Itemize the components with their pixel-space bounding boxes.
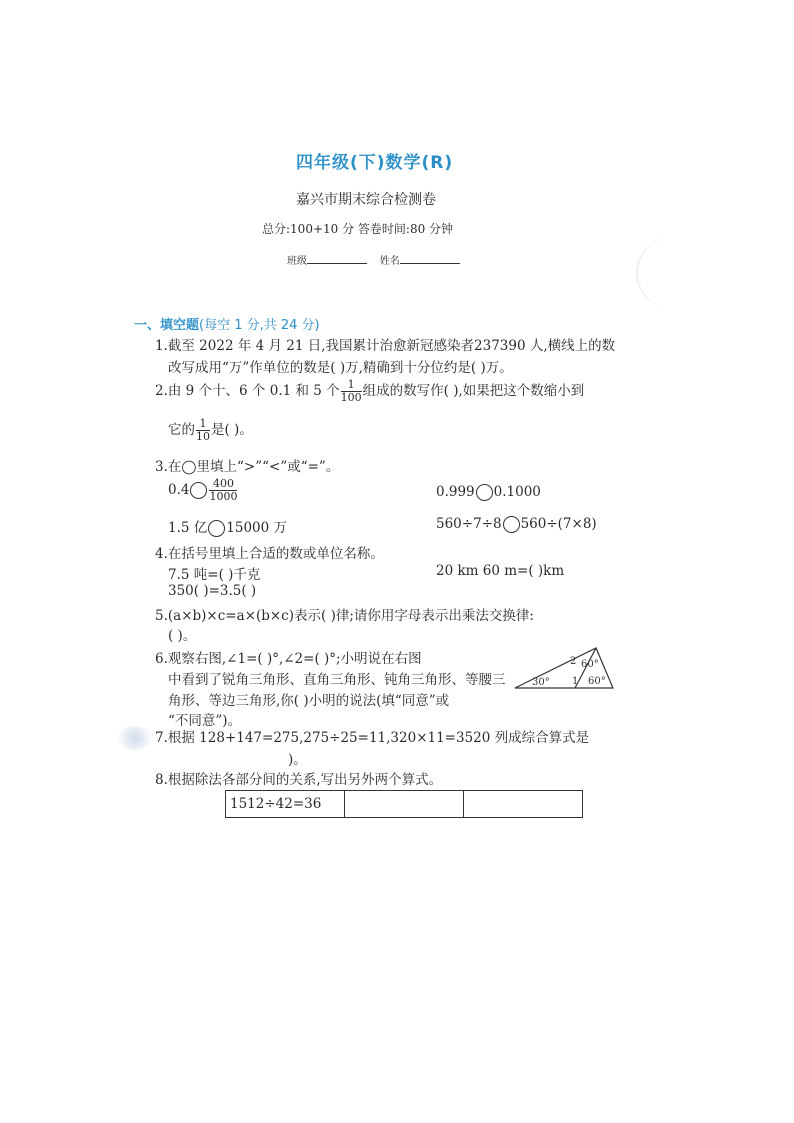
class-field xyxy=(287,252,460,267)
name-label: 姓名 xyxy=(379,256,400,267)
q3-stem: 3.在◯里填上“>”“<”或“=”。 xyxy=(155,459,340,475)
q8-stem: 8.根据除法各部分间的关系,写出另外两个算式。 xyxy=(155,772,443,788)
q7-line2: )。 xyxy=(288,752,307,768)
page-title: 四年级(下)数学(R) xyxy=(296,153,454,173)
q2-frac-den: 100 xyxy=(340,391,362,404)
q3-c-left: 1.5 亿 xyxy=(168,520,208,536)
q3-a-fraction xyxy=(209,478,237,503)
angle-30-label: 30° xyxy=(532,677,550,688)
exam-name: 嘉兴市期末综合检测卷 xyxy=(296,192,436,208)
q5-line1: 5.(a×b)×c=a×(b×c)表示( )律;请你用字母表示出乘法交换律: xyxy=(155,608,534,624)
compare-circle[interactable] xyxy=(208,520,225,537)
q5-line2: ( )。 xyxy=(168,628,197,644)
q3-b-left: 0.999 xyxy=(436,484,475,500)
q8-table xyxy=(225,790,583,818)
name-blank xyxy=(400,253,460,264)
q3-b-right: 0.1000 xyxy=(493,484,541,500)
q3-item-c xyxy=(168,516,287,537)
section-heading xyxy=(134,314,320,333)
q1-line2: 改写成用“万”作单位的数是( )万,精确到十分位约是( )万。 xyxy=(168,360,513,376)
q2-fraction xyxy=(341,379,362,404)
q2-line2 xyxy=(168,418,253,443)
q2-text-d: 是( )。 xyxy=(211,422,253,438)
q2-fraction-2 xyxy=(196,418,210,443)
score-time: 总分:100+10 分 答卷时间:80 分钟 xyxy=(262,222,454,236)
q4-item-b: 20 km 60 m=( )km xyxy=(436,563,565,579)
q6-line1: 6.观察右图,∠1=( )°,∠2=( )°;小明说在右图 xyxy=(155,651,422,667)
q2-frac-num: 1 xyxy=(341,379,362,392)
q8-cell-answer-2[interactable] xyxy=(464,791,583,818)
q3-item-d xyxy=(436,516,597,533)
page-edge-mark xyxy=(636,238,678,308)
q8-cell-answer-1[interactable] xyxy=(345,791,464,818)
q3-d-right: 560÷(7×8) xyxy=(520,516,597,532)
table-row xyxy=(226,791,583,818)
q8-cell-given: 1512÷42=36 xyxy=(226,791,345,818)
q2-text-a: 2.由 9 个十、6 个 0.1 和 5 个 xyxy=(155,383,340,399)
angle-1-label: 1 xyxy=(572,676,579,687)
q3-c-right: 15000 万 xyxy=(226,520,288,536)
q4-item-c: 350( )=3.5( ) xyxy=(168,583,257,599)
q2-frac2-num: 1 xyxy=(196,418,210,431)
q3-a-num: 400 xyxy=(209,478,237,491)
q3-item-a xyxy=(168,478,238,503)
q3-d-left: 560÷7÷8 xyxy=(436,516,502,532)
section-title: 一、填空题 xyxy=(134,318,200,333)
compare-circle[interactable] xyxy=(476,484,493,501)
compare-circle[interactable] xyxy=(503,516,520,533)
q4-stem: 4.在括号里填上合适的数或单位名称。 xyxy=(155,546,384,562)
q3-a-left: 0.4 xyxy=(168,482,190,498)
scan-stain xyxy=(118,726,152,750)
compare-circle[interactable] xyxy=(190,482,207,499)
q2-line1 xyxy=(155,379,584,404)
angle-60-top-label: 60° xyxy=(581,659,599,670)
angle-60-bottom-label: 60° xyxy=(588,676,606,687)
section-note: (每空 1 分,共 24 分) xyxy=(199,318,320,333)
q6-line2: 中看到了锐角三角形、直角三角形、钝角三角形、等腰三 xyxy=(168,672,506,688)
q2-text-b: 组成的数写作( ),如果把这个数缩小到 xyxy=(362,383,585,399)
q2-text-c: 它的 xyxy=(168,422,195,438)
class-blank xyxy=(307,253,367,264)
q4-item-a: 7.5 吨=( )千克 xyxy=(168,567,261,583)
q3-item-b xyxy=(436,484,541,501)
angle-2-label: 2 xyxy=(570,656,577,667)
q1-line1: 1.截至 2022 年 4 月 21 日,我国累计治愈新冠感染者237390 人,横线上的数 xyxy=(155,338,616,354)
q6-line4: “不同意”)。 xyxy=(168,713,242,729)
q7-line1: 7.根据 128+147=275,275÷25=11,320×11=3520 列成综合算式是 xyxy=(155,730,590,746)
triangle-figure xyxy=(512,646,618,692)
class-label: 班级 xyxy=(287,256,307,267)
q6-line3: 角形、等边三角形,你( )小明的说法(填“同意”或 xyxy=(168,693,450,709)
q3-a-den: 1000 xyxy=(209,490,238,503)
q2-frac2-den: 10 xyxy=(196,430,210,443)
